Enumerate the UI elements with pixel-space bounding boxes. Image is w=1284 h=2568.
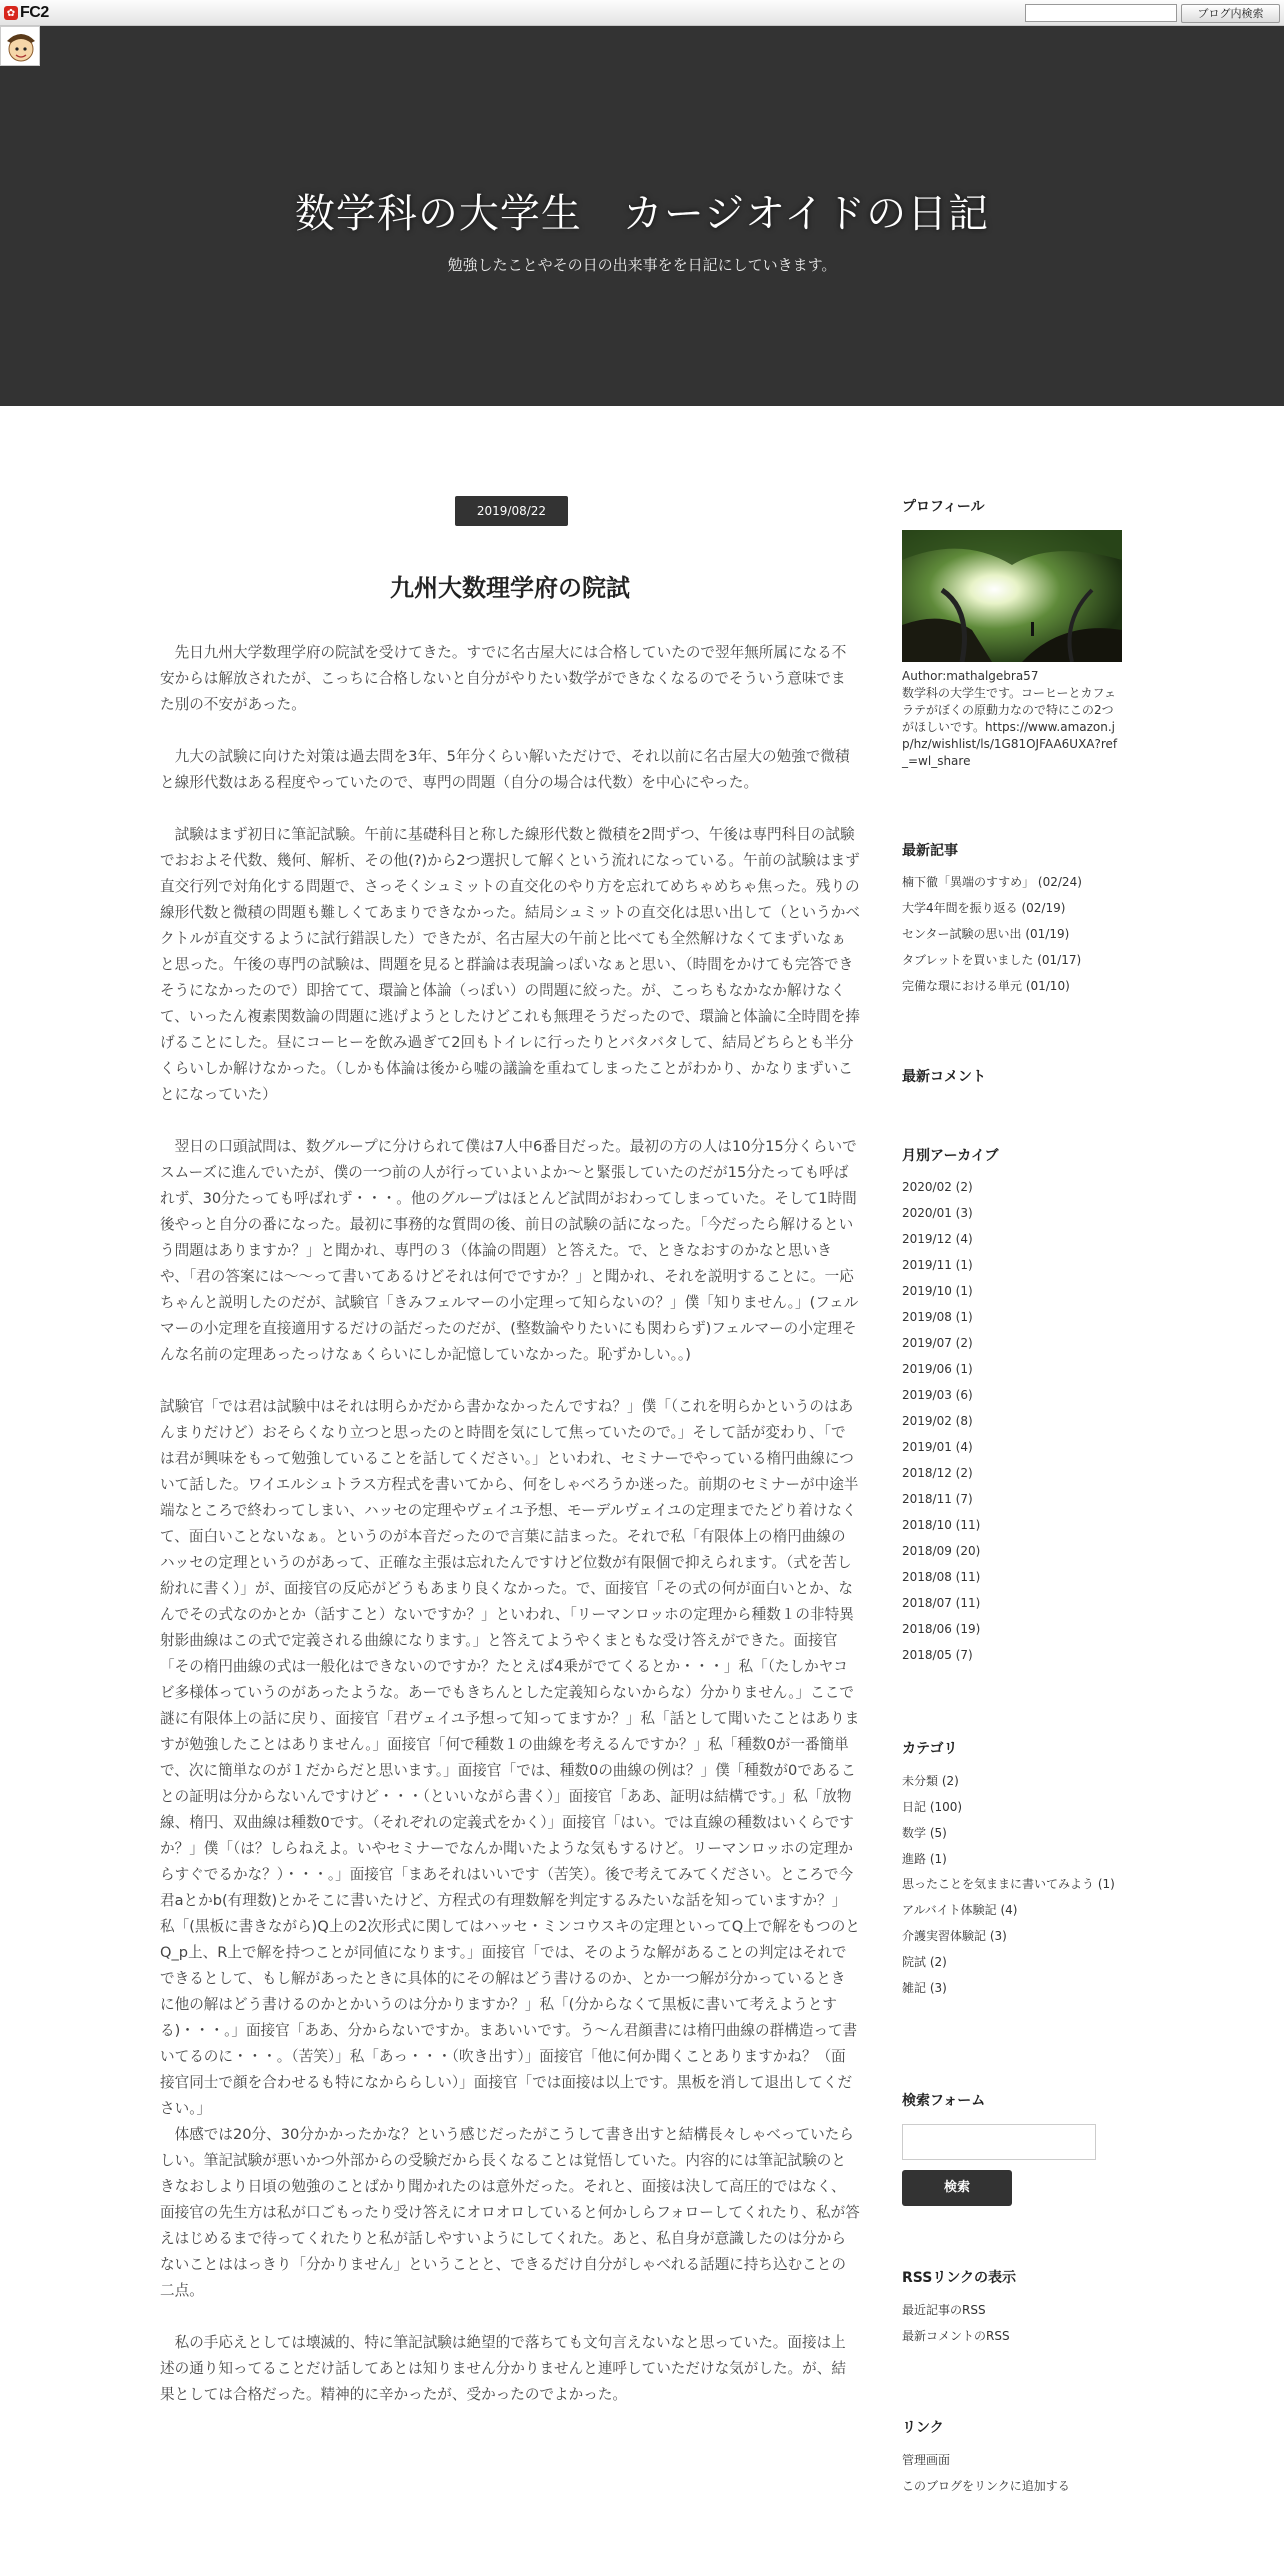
recent-post-link[interactable]: センター試験の思い出 (01/19) bbox=[902, 927, 1070, 941]
archive-link[interactable]: 2018/06 (19) bbox=[902, 1622, 981, 1636]
archive-link[interactable]: 2019/08 (1) bbox=[902, 1310, 973, 1324]
article-paragraph: 九大の試験に向けた対策は過去問を3年、5年分くらい解いただけで、それ以前に名古屋大の勉強で微積と線形代数はある程度やっていたので、専門の問題（自分の場合は代数）を中心にやった。 bbox=[160, 748, 850, 791]
fc2-toolbar bbox=[0, 0, 1284, 26]
category-link[interactable]: 進路 (1) bbox=[902, 1852, 947, 1866]
article-paragraph: 翌日の口頭試問は、数グループに分けられて僕は7人中6番目だった。最初の方の人は10分15分くらいでスムーズに進んでいたが、僕の一つ前の人が行っていよいよか～と緊張していたのだが15分たっても呼ばれず、30分たっても呼ばれず・・・。他のグループはほとんど試問がおわってしまっていた。そして1時間後やっと自分の番になった。最初に事務的な質問の後、前日の試験の話になった。「今だったら解けるという問題はありますか？」と聞かれ、専門の３（体論の問題）と答えた。で、ときなおすのかなと思いきや、「君の答案には～～って書いてあるけどそれは何でですか？」と聞かれ、それを説明することに。一応ちゃんと説明したのだが、試験官「きみフェルマーの小定理って知らないの？」僕「知りません。」(フェルマーの小定理を直接適用するだけの話だったのだが、(整数論やりたいにも関わらず)フェルマーの小定理そんな名前の定理あったっけなぁくらいにしか記憶していなかった。恥ずかしい。。) bbox=[160, 1138, 859, 1363]
article-date: 2019/08/22 bbox=[455, 496, 568, 526]
categories-list bbox=[902, 1768, 1122, 2001]
article-paragraph: 試験官「では君は試験中はそれは明らかだから書かなかったんですね？」僕「（これを明らかというのはあんまりだけど）おそらくなり立つと思ったのと時間を気にして焦っていたので。」そして話が変わり、「では君が興味をもって勉強していることを話してください。」といわれ、セミナーでやっている楕円曲線について話した。ワイエルシュトラス方程式を書いてから、何をしゃべろうか迷った。前期のセミナーが中途半端なところで終わってしまい、ハッセの定理やヴェイユ予想、モーデルヴェイユの定理までたどり着けなくて、面白いことないなぁ。というのが本音だったので言葉に詰まった。それで私「有限体上の楕円曲線のハッセの定理というのがあって、正確な主張は忘れたんですけど位数が有限個で抑えられます。（式を苦し紛れに書く）」が、面接官の反応がどうもあまり良くなかった。で、面接官「その式の何が面白いとか、なんでその式なのかとか（話すこと）ないですか？」といわれ、「リーマンロッホの定理から種数１の非特異射影曲線はこの式で定義される曲線になります。」と答えてようやくまともな受け答えができた。面接官「その楕円曲線の式は一般化はできないのですか？たとえば4乗がでてくるとか・・・」私「（たしかヤコビ多様体っていうのがあったような。あーでもきちんとした定義知らないからな）分かりません。」ここで謎に有限体上の話に戻り、面接官「君ヴェイユ予想って知ってますか？」私「話として聞いたことはありますが勉強したことはありません。」面接官「何で種数１の曲線を考えるんですか？」私「種数0が一番簡単で、次に簡単なのが１だからだと思います。」面接官「では、種数0の曲線の例は？」僕「種数が0であることの証明は分からないんですけど・・・（といいながら書く）」面接官「ああ、証明は結構です。」私「放物線、楕円、双曲線は種数0です。（それぞれの定義式をかく）」面接官「はい。では直線の種数はいくらですか？」僕「（は？しらねえよ。いやセミナーでなんか聞いたような気もするけど。リーマンロッホの定理からすぐでるかな？）・・・。」面接官「まあそれはいいです（苦笑）。後で考えてみてください。ところで今君aとかb(有理数)とかそこに書いたけど、方程式の有理数解を判定するみたいな話を知っていますか？」私「(黒板に書きながら)Q上の2次形式に関してはハッセ・ミンコウスキの定理といってQ上で解をもつのとQ_p上、R上で解を持つことが同値になります。」面接官「では、そのような解があることの判定はそれでできるとして、もし解があったときに具体的にその解はどう書けるのか、とか一つ解が分かっているときに他の解はどう書けるのかとかいうのは分かりますか？」私「(分からなくて黒板に書いて考えようとする)・・・。」面接官「ああ、分からないですか。まあいいです。う～ん君顔書には楕円曲線の群構造って書いてるのに・・・。（苦笑）」私「あっ・・・（吹き出す）」面接官「他に何か聞くことありますかね？（面接官同士で顔を合わせるも特になかららしい）」面接官「では面接は以上です。黒板を消して退出してください。」 bbox=[160, 1398, 860, 2117]
recent-post-link[interactable]: 大学4年間を振り返る (02/19) bbox=[902, 901, 1066, 915]
rss-heading: RSSリンクの表示 bbox=[902, 2270, 1017, 2286]
article-body bbox=[160, 640, 860, 2434]
article-paragraph: 先日九州大学数理学府の院試を受けてきた。すでに名古屋大には合格していたので翌年無所属になる不安からは解放されたが、こっちに合格しないと自分がやりたい数学ができなくなるのでそういう意味でまた別の不安があった。 bbox=[160, 644, 847, 713]
archive-link[interactable]: 2019/11 (1) bbox=[902, 1258, 973, 1272]
profile-image bbox=[902, 530, 1122, 662]
category-link[interactable]: 数学 (5) bbox=[902, 1826, 947, 1840]
category-link[interactable]: 思ったことを気ままに書いてみよう (1) bbox=[902, 1877, 1115, 1891]
links-heading: リンク bbox=[902, 2420, 944, 2436]
archive-link[interactable]: 2019/02 (8) bbox=[902, 1414, 973, 1428]
categories-heading: カテゴリ bbox=[902, 1741, 958, 1757]
article-paragraph: 体感では20分、30分かかったかな？という感じだったがこうして書き出すと結構長々しゃべっていたらしい。筆記試験が悪いかつ外部からの受験だから長くなることは覚悟していた。内容的には筆記試験のときなおしより日頃の勉強のことばかり聞かれたのは意外だった。それと、面接は決して高圧的ではなく、面接官の先生方は私が口ごもったり受け答えにオロオロしていると何かしらフォローしてくれたり、私が答えはじめるまで待ってくれたりと私が話しやすいようにしてくれた。あと、私自身が意識したのは分からないことははっきり「分かりません」ということと、できるだけ自分がしゃべれる話題に持ち込むことの二点。 bbox=[160, 2126, 860, 2299]
archive-link[interactable]: 2018/11 (7) bbox=[902, 1492, 973, 1506]
recent-posts-heading: 最新記事 bbox=[902, 843, 958, 859]
fc2-logo[interactable] bbox=[4, 4, 49, 22]
profile-text bbox=[902, 668, 1122, 770]
recent-post-link[interactable]: 完備な環における単元 (01/10) bbox=[902, 979, 1070, 993]
archive-link[interactable]: 2019/06 (1) bbox=[902, 1362, 973, 1376]
category-link[interactable]: 雑記 (3) bbox=[902, 1981, 947, 1995]
archive-link[interactable]: 2020/02 (2) bbox=[902, 1180, 973, 1194]
archive-link[interactable]: 2018/10 (11) bbox=[902, 1518, 981, 1532]
archive-link[interactable]: 2018/07 (11) bbox=[902, 1596, 981, 1610]
sidebar-search-input[interactable] bbox=[902, 2124, 1096, 2160]
category-link[interactable]: 日記 (100) bbox=[902, 1800, 963, 1814]
fc2-logo-text: FC2 bbox=[20, 4, 49, 21]
archive-link[interactable]: 2019/01 (4) bbox=[902, 1440, 973, 1454]
profile-description: 数学科の大学生です。コーヒーとカフェラテがぼくの原動力なので特にこの2つがほしいです。https://www.amazon.jp/hz/wishlist/ls/1G81OJFAA6UXA?ref_=wl_share bbox=[902, 686, 1118, 768]
category-link[interactable]: 院試 (2) bbox=[902, 1955, 947, 1969]
header-avatar-icon[interactable] bbox=[0, 26, 40, 66]
archive-link[interactable]: 2019/07 (2) bbox=[902, 1336, 973, 1350]
article-title[interactable]: 九州大数理学府の院試 bbox=[390, 574, 630, 602]
recent-post-link[interactable]: 楠下徹「異端のすすめ」 (02/24) bbox=[902, 875, 1082, 889]
archive-link[interactable]: 2019/12 (4) bbox=[902, 1232, 973, 1246]
archive-link[interactable]: 2019/03 (6) bbox=[902, 1388, 973, 1402]
recent-posts-list bbox=[902, 869, 1122, 999]
article-paragraph: 試験はまず初日に筆記試験。午前に基礎科目と称した線形代数と微積を2問ずつ、午後は専門科目の試験でおおよそ代数、幾何、解析、その他(?)から2つ選択して解くという流れになっている。午前の試験はまず直交行列で対角化する問題で、さっそくシュミットの直交化のやり方を忘れてめちゃめちゃ焦った。残りの線形代数と微積の問題も難しくてあまりできなかった。結局シュミットの直交化は思い出して（というかベクトルが直交するように試行錯誤した）できたが、名古屋大の午前と比べても全然解けなくてまずいなぁと思った。午後の専門の試験は、問題を見ると群論は表現論っぽいなぁと思い、（時間をかけても完答できそうになかったので）即捨てて、環論と体論（っぽい）の問題に絞った。が、こっちもなかなか解けなくて、いったん複素関数論の問題に逃げようとしたけどこれも無理そうだったので、環論と体論に全時間を捧げることにした。昼にコーヒーを飲み過ぎて2回もトイレに行ったりとバタバタして、結局どちらとも半分くらいしか解けなかった。（しかも体論は後から嘘の議論を重ねてしまったことがわかり、かなりまずいことになっていた） bbox=[160, 826, 860, 1103]
add-link-link[interactable]: このブログをリンクに追加する bbox=[902, 2479, 1070, 2493]
profile-author: Author:mathalgebra57 bbox=[902, 669, 1039, 683]
archive-link[interactable]: 2018/08 (11) bbox=[902, 1570, 981, 1584]
search-form-heading: 検索フォーム bbox=[902, 2093, 986, 2109]
archives-heading: 月別アーカイブ bbox=[902, 1148, 999, 1164]
fc2-logo-icon: ✿ bbox=[4, 6, 18, 20]
admin-link[interactable]: 管理画面 bbox=[902, 2453, 951, 2467]
sidebar-search-button[interactable]: 検索 bbox=[902, 2170, 1012, 2206]
category-link[interactable]: 介護実習体験記 (3) bbox=[902, 1929, 1007, 1943]
archive-link[interactable]: 2018/12 (2) bbox=[902, 1466, 973, 1480]
archive-link[interactable]: 2019/10 (1) bbox=[902, 1284, 973, 1298]
rss-link[interactable]: 最近記事のRSS bbox=[902, 2303, 986, 2317]
blog-search-input[interactable] bbox=[1025, 4, 1177, 22]
article-paragraph: 私の手応えとしては壊滅的、特に筆記試験は絶望的で落ちても文句言えないなと思っていた。面接は上述の通り知ってることだけ話してあとは知りません分かりませんと連呼していただけな気がした。が、結果としては合格だった。精神的に辛かったが、受かったのでよかった。 bbox=[160, 2334, 846, 2403]
recent-comments-heading: 最新コメント bbox=[902, 1069, 986, 1085]
category-link[interactable]: アルバイト体験記 (4) bbox=[902, 1903, 1018, 1917]
links-list bbox=[902, 2447, 1122, 2499]
archive-link[interactable]: 2018/09 (20) bbox=[902, 1544, 981, 1558]
archive-link[interactable]: 2018/05 (7) bbox=[902, 1648, 973, 1662]
archive-link[interactable]: 2020/01 (3) bbox=[902, 1206, 973, 1220]
category-link[interactable]: 未分類 (2) bbox=[902, 1774, 959, 1788]
profile-heading: プロフィール bbox=[902, 499, 985, 515]
recent-post-link[interactable]: タブレットを買いました (01/17) bbox=[902, 953, 1082, 967]
archives-list bbox=[902, 1174, 1122, 1668]
rss-list bbox=[902, 2297, 1122, 2349]
site-title[interactable]: 数学科の大学生 カージオイドの日記 bbox=[294, 191, 990, 237]
site-description: 勉強したことやその日の出来事をを日記にしていきます。 bbox=[447, 256, 837, 274]
rss-link[interactable]: 最新コメントのRSS bbox=[902, 2329, 1010, 2343]
blog-search-button[interactable]: ブログ内検索 bbox=[1181, 4, 1280, 23]
